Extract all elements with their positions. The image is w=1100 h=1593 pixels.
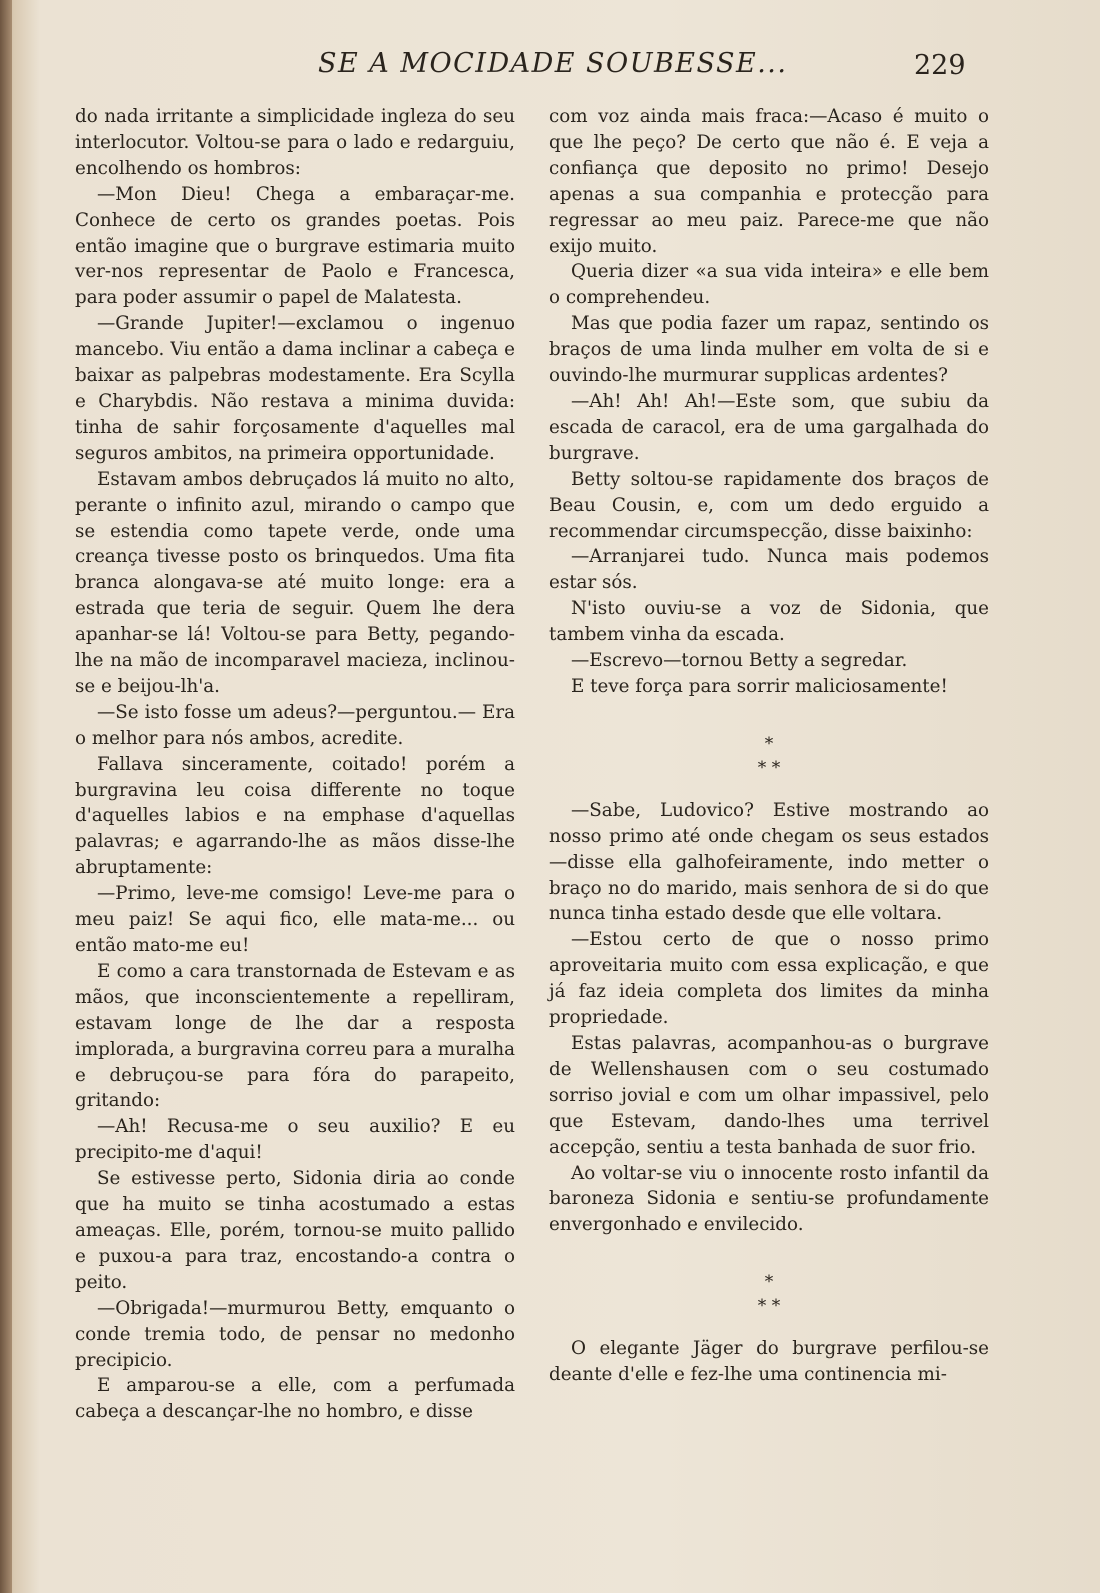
paragraph: E como a cara transtornada de Estevam e as mãos, que inconscientemente a repelliram, estavam longe de lhe dar a resposta implorada, a burgravina correu para a muralha e debruçou-se para fóra do parapeito, gritando: — [75, 960, 515, 1112]
paragraph: Betty soltou-se rapidamente dos braços de Beau Cousin, e, com um dedo erguido a recommendar circumspecção, disse baixinho: — [549, 468, 989, 542]
right-column — [549, 104, 989, 1388]
section-break-asterism — [549, 732, 989, 780]
paragraph: —Se isto fosse um adeus?—perguntou.— Era o melhor para nós ambos, acredite. — [75, 701, 515, 749]
paragraph: —Arranjarei tudo. Nunca mais podemos estar sós. — [549, 546, 989, 594]
paragraph: —Grande Jupiter!—exclamou o ingenuo mancebo. Viu então a dama inclinar a cabeça e baixar as palpebras modestamente. Era Scylla e Charybdis. Não restava a minima duvida: tinha de sahir forçosamente d'aquelles mal seguros ambitos, na primeira opportunidade. — [75, 313, 515, 464]
paragraph: Estavam ambos debruçados lá muito no alto, perante o infinito azul, mirando o campo que se estendia como tapete verde, onde uma creança tivesse posto os brinquedos. Uma fita branca alongava-se até muito longe: era a estrada que teria de seguir. Quem lhe dera apanhar-se lá! Voltou-se para Betty, pegando-lhe na mão de incomparavel macieza, inclinou-se e beijou-lh'a. — [75, 468, 515, 697]
asterism-bottom: * * — [757, 757, 781, 778]
paragraph: —Ah! Recusa-me o seu auxilio? E eu precipito-me d'aqui! — [75, 1116, 515, 1164]
paragraph: E teve força para sorrir maliciosamente! — [571, 675, 948, 697]
running-head — [0, 48, 1100, 88]
asterism-bottom: * * — [757, 1296, 781, 1317]
section-break-asterism — [549, 1270, 989, 1318]
paragraph: Fallava sinceramente, coitado! porém a burgravina leu coisa differente no toque d'aquelles labios e na emphase d'aquellas palavras; e agarrando-lhe as mãos disse-lhe abruptamente: — [75, 753, 515, 879]
paragraph: —Obrigada!—murmurou Betty, emquanto o conde tremia todo, de pensar no medonho precipicio. — [75, 1297, 515, 1371]
paragraph: —Primo, leve-me comsigo! Leve-me para o meu paiz! Se aqui fico, elle mata-me... ou então mato-me eu! — [75, 883, 515, 956]
paragraph: com voz ainda mais fraca:—Acaso é muito o que lhe peço? De certo que não é. E veja a confiança que deposito no primo! Desejo apenas a sua companhia e protecção para regressar ao meu paiz. Parece-me que não exijo muito. — [549, 106, 989, 257]
paragraph: O elegante Jäger do burgrave perfilou-se deante d'elle e fez-lhe uma continencia mi- — [549, 1338, 989, 1386]
paragraph: —Sabe, Ludovico? Estive mostrando ao nosso primo até onde chegam os seus estados—disse ella galhofeiramente, indo metter o braço no do marido, mais senhora de si do que nunca tinha estado desde que elle voltara. — [549, 799, 989, 925]
paragraph: —Mon Dieu! Chega a embaraçar-me. Conhece de certo os grandes poetas. Pois então imagine que o burgrave estimaria muito ver-nos representar de Paolo e Francesca, para poder assumir o papel de Malatesta. — [75, 183, 515, 309]
paragraph: E amparou-se a elle, com a perfumada cabeça a descançar-lhe no hombro, e disse — [75, 1375, 515, 1423]
page-number: 229 — [914, 50, 966, 81]
running-title: SE A MOCIDADE SOUBESSE... — [318, 48, 788, 79]
paragraph: Se estivesse perto, Sidonia diria ao conde que ha muito se tinha acostumado a estas ameaças. Elle, porém, tornou-se muito pallido e puxou-a para traz, encostando-a contra o peito. — [75, 1168, 515, 1293]
paragraph: Ao voltar-se viu o innocente rosto infantil da baroneza Sidonia e sentiu-se profundamente envergonhado e envilecido. — [549, 1162, 989, 1236]
paragraph: —Ah! Ah! Ah!—Este som, que subiu da escada de caracol, era de uma gargalhada do burgrave. — [549, 390, 989, 464]
asterism-top: * — [764, 733, 774, 754]
paragraph: Queria dizer «a sua vida inteira» e elle bem o comprehendeu. — [549, 261, 989, 309]
paragraph: —Estou certo de que o nosso primo aproveitaria muito com essa explicação, e que já faz ideia completa dos limites da minha propriedade. — [549, 929, 989, 1029]
paragraph: Mas que podia fazer um rapaz, sentindo os braços de uma linda mulher em volta de si e ouvindo-lhe murmurar supplicas ardentes? — [549, 313, 989, 387]
paragraph: Estas palavras, acompanhou-as o burgrave de Wellenshausen com o seu costumado sorriso jovial e com um olhar impassivel, pelo que Estevam, dando-lhes uma terrivel accepção, sentiu a testa banhada de suor frio. — [549, 1033, 989, 1158]
paragraph: N'isto ouviu-se a voz de Sidonia, que tambem vinha da escada. — [549, 598, 989, 646]
paragraph: —Escrevo—tornou Betty a segredar. — [571, 650, 908, 672]
page-spine-edge — [0, 0, 12, 1593]
asterism-top: * — [764, 1272, 774, 1293]
paragraph: do nada irritante a simplicidade ingleza do seu interlocutor. Voltou-se para o lado e redarguiu, encolhendo os hombros: — [75, 106, 515, 179]
left-column — [75, 104, 515, 1425]
